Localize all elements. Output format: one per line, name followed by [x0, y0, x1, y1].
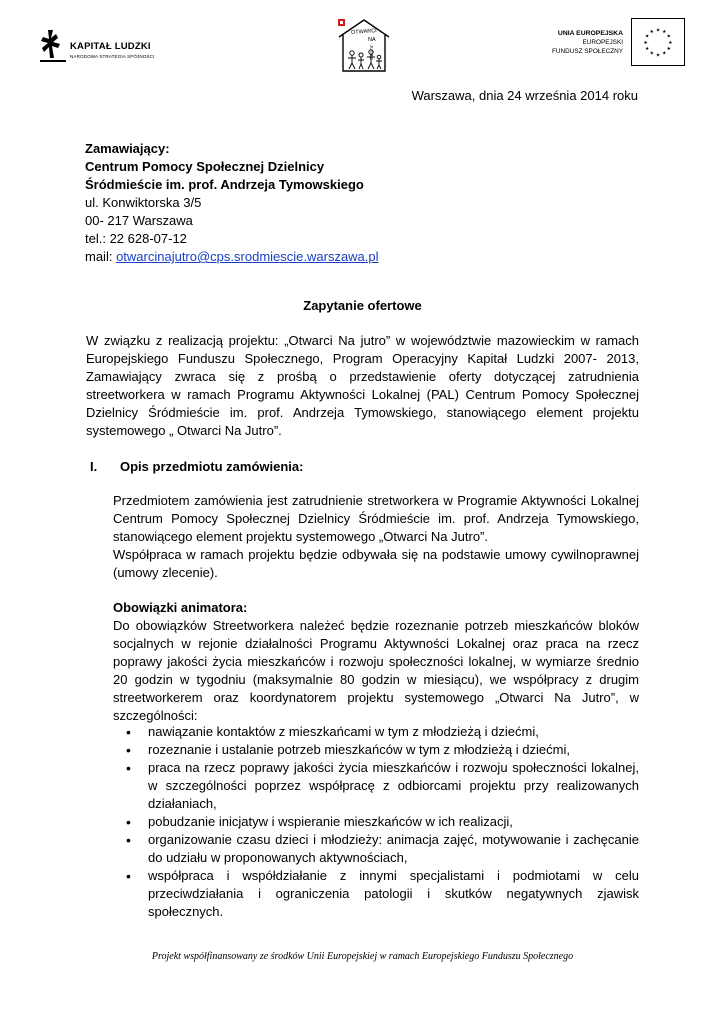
kapital-ludzki-title: KAPITAŁ LUDZKI [70, 41, 151, 52]
svg-text:★: ★ [666, 47, 671, 53]
svg-text:★: ★ [645, 34, 650, 40]
svg-text:★: ★ [645, 47, 650, 53]
logo-text-otwarci: OTWARCI [350, 28, 377, 36]
eu-line-1: UNIA EUROPEJSKA [557, 30, 623, 37]
otwarci-na-jutro-logo [335, 17, 393, 73]
intro-paragraph: W związku z realizacją projektu: „Otwarci Na jutro” w województwie mazowieckim w ramach Europejskiego Funduszu Społecznego, Program Operacyjny Kapitał Ludzki 2007- 2013, Zamawiający zwraca się z prośbą o przedstawienie oferty dotyczącej zatrudnienia streetworkera w ramach Programu Aktywności Lokalnej (PAL) Centrum Pomocy Społecznej Dzielnicy Śródmieście im. prof. Andrzeja Tymowskiego, stanowiącego element projektu systemowego „ Otwarci Na Jutro”. [86, 333, 639, 438]
svg-text:★: ★ [668, 40, 673, 46]
section-title: Opis przedmiotu zamówienia: [120, 459, 304, 474]
duties-list [113, 723, 639, 921]
contracting-street: ul. Konwiktorska 3/5 [85, 195, 202, 210]
eu-line-2: EUROPEJSKI [582, 39, 623, 46]
document-heading: Zapytanie ofertowe [303, 298, 422, 313]
eu-line-3: FUNDUSZ SPOŁECZNY [551, 48, 623, 55]
svg-text:★: ★ [649, 51, 654, 57]
contracting-name-line1: Centrum Pomocy Społecznej Dzielnicy [85, 159, 325, 174]
duties-intro-paragraph: Do obowiązków Streetworkera należeć będzie rozeznanie potrzeb mieszkańców bloków socjalnych w rejonie działalności Programu Aktywności Lokalnej oraz praca na rzecz poprawy jakości życia mieszkańców i rozwoju społeczności lokalnej, w wymiarze średnio 20 godzin w tygodniu (maksymalnie 80 godzin w miesiącu), we współpracy z drugim streetworkerem oraz koordynatorem projektu systemowego „Otwarci Na Jutro”, w szczególności: [113, 618, 639, 723]
contracting-mail-line [85, 248, 645, 266]
kapital-ludzki-logo [40, 28, 180, 68]
contracting-label: Zamawiający: [85, 141, 170, 156]
page-footer: Projekt współfinansowany ze środków Unii Europejskiej w ramach Europejskiego Funduszu Społecznego [151, 951, 574, 962]
svg-text:★: ★ [655, 53, 661, 59]
document-date: Warszawa, dnia 24 września 2014 roku [411, 88, 638, 103]
eu-logo-text [552, 29, 623, 56]
eu-flag-icon [631, 18, 685, 66]
contracting-name-line2: Śródmieście im. prof. Andrzeja Tymowskiego [85, 177, 364, 192]
house-icon [335, 17, 393, 73]
cooperation-paragraph: Współpraca w ramach projektu będzie odbywała się na podstawie umowy cywilnoprawnej (umowy zlecenie). [113, 547, 639, 580]
section-number: I. [90, 459, 98, 474]
contracting-phone: tel.: 22 628-07-12 [85, 231, 187, 246]
subject-paragraph: Przedmiotem zamówienia jest zatrudnienie stretworkera w Programie Aktywności Lokalnej Centrum Pomocy Społecznej Dzielnicy Śródmieście im. prof. Andrzeja Tymowskiego, stanowiącego element projektu systemowego „Otwarci Na Jutro”. [113, 493, 639, 544]
list-item: • nawiązanie kontaktów z mieszkańcami w tym z młodzieżą i dziećmi, [113, 723, 639, 741]
svg-text:★: ★ [666, 34, 671, 40]
kapital-ludzki-mark-icon [40, 28, 66, 64]
list-item: • praca na rzecz poprawy jakości życia mieszkańców i rozwoju społeczności lokalnej, w szczególności poprzez współpracę z odbiorcami projektu przy realizowanych działaniach, [113, 759, 639, 813]
logo-text-na: NA [368, 37, 376, 43]
email-link[interactable]: otwarcinajutro@cps.srodmiescie.warszawa.pl [116, 249, 379, 264]
list-item: • pobudzanie inicjatyw i wspieranie mieszkańców w ich realizacji, [113, 813, 639, 831]
duties-title: Obowiązki animatora: [113, 600, 248, 615]
contracting-party [85, 140, 645, 266]
eu-logo [545, 18, 685, 68]
svg-text:★: ★ [643, 40, 648, 46]
list-item: • współpraca i współdziałanie z innymi specjalistami i podmiotami w celu przeciwdziałania i ograniczenia patologii i skutków negatywnych zjawisk społecznych. [113, 867, 639, 921]
svg-text:★: ★ [649, 30, 654, 36]
kapital-ludzki-subtitle: NARODOWA STRATEGIA SPÓJNOŚCI [70, 54, 155, 59]
list-item: • organizowanie czasu dzieci i młodzieży: animacja zajęć, motywowanie i zachęcanie do udziału w proponowanych aktywnościach, [113, 831, 639, 867]
list-item: • rozeznanie i ustalanie potrzeb mieszkańców w tym z młodzieżą i dziećmi, [113, 741, 639, 759]
contracting-postal: 00- 217 Warszawa [85, 213, 193, 228]
svg-text:★: ★ [662, 30, 667, 36]
mail-label: mail: [85, 249, 117, 264]
svg-text:★: ★ [662, 51, 667, 57]
svg-text:★: ★ [655, 28, 661, 34]
logo-text-jutro: JUTRO [369, 45, 374, 60]
